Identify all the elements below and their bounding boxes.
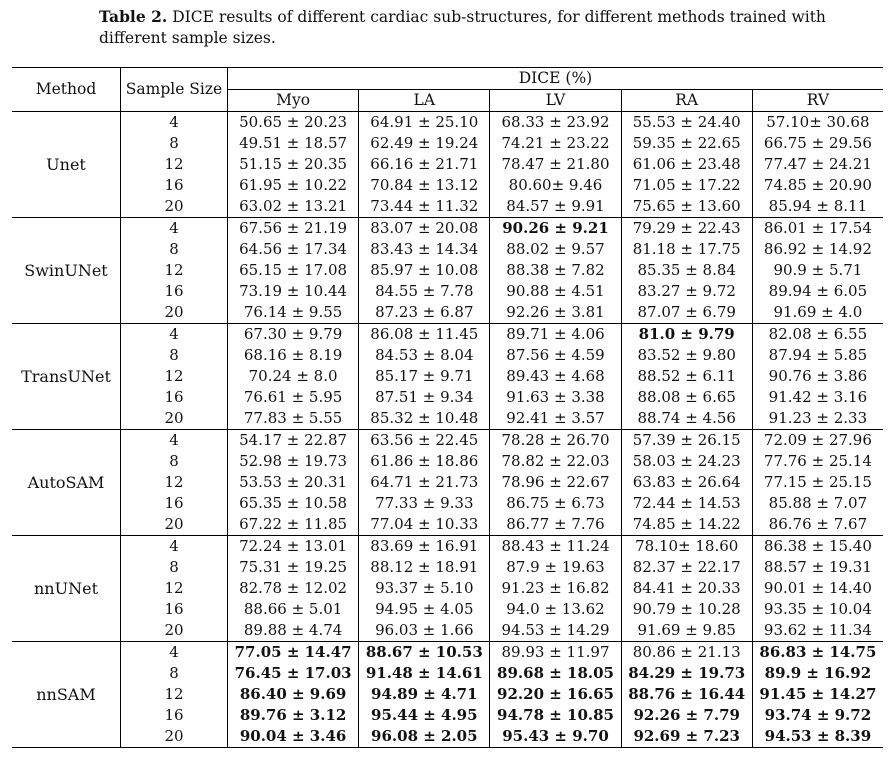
table-row [12, 493, 883, 514]
method-name: nnSAM [12, 642, 121, 748]
table-row [12, 112, 883, 134]
dice-cell-lv: 95.43 ± 9.70 [490, 726, 621, 748]
sample-size-cell: 20 [121, 302, 228, 324]
dice-cell-myo: 49.51 ± 18.57 [228, 133, 359, 154]
table-body [12, 112, 883, 748]
dice-cell-la: 85.17 ± 9.71 [359, 366, 490, 387]
dice-cell-rv: 93.74 ± 9.72 [752, 705, 883, 726]
dice-cell-myo: 52.98 ± 19.73 [228, 451, 359, 472]
dice-cell-rv: 94.53 ± 8.39 [752, 726, 883, 748]
dice-cell-lv: 94.0 ± 13.62 [490, 599, 621, 620]
method-name: Unet [46, 155, 86, 174]
dice-cell-ra: 92.69 ± 7.23 [621, 726, 752, 748]
dice-cell-rv: 87.94 ± 5.85 [752, 345, 883, 366]
dice-cell-lv: 87.9 ± 19.63 [490, 557, 621, 578]
dice-cell-ra: 81.18 ± 17.75 [621, 239, 752, 260]
sample-size-cell: 4 [121, 218, 228, 240]
dice-cell-rv: 86.76 ± 7.67 [752, 514, 883, 536]
dice-cell-la: 96.03 ± 1.66 [359, 620, 490, 642]
dice-cell-myo: 67.56 ± 21.19 [228, 218, 359, 240]
dice-results-table [12, 67, 883, 748]
caption-label: Table 2. [99, 7, 168, 26]
dice-cell-rv: 86.01 ± 17.54 [752, 218, 883, 240]
dice-cell-ra: 59.35 ± 22.65 [621, 133, 752, 154]
sample-size-cell: 4 [121, 324, 228, 346]
dice-cell-myo: 89.88 ± 4.74 [228, 620, 359, 642]
dice-cell-la: 61.86 ± 18.86 [359, 451, 490, 472]
dice-cell-la: 87.23 ± 6.87 [359, 302, 490, 324]
sample-size-cell: 20 [121, 726, 228, 748]
dice-cell-rv: 93.35 ± 10.04 [752, 599, 883, 620]
dice-cell-lv: 89.43 ± 4.68 [490, 366, 621, 387]
dice-cell-ra: 55.53 ± 24.40 [621, 112, 752, 134]
method-name: AutoSAM [12, 430, 121, 536]
dice-cell-rv: 91.45 ± 14.27 [752, 684, 883, 705]
table-row [12, 218, 883, 240]
dice-cell-myo: 73.19 ± 10.44 [228, 281, 359, 302]
dice-cell-lv: 90.88 ± 4.51 [490, 281, 621, 302]
table-row [12, 472, 883, 493]
dice-cell-ra: 81.0 ± 9.79 [621, 324, 752, 346]
dice-cell-la: 83.07 ± 20.08 [359, 218, 490, 240]
dice-cell-lv: 88.43 ± 11.24 [490, 536, 621, 558]
dice-cell-rv: 89.9 ± 16.92 [752, 663, 883, 684]
dice-cell-la: 94.89 ± 4.71 [359, 684, 490, 705]
table-row [12, 705, 883, 726]
dice-cell-la: 85.32 ± 10.48 [359, 408, 490, 430]
dice-cell-lv: 78.96 ± 22.67 [490, 472, 621, 493]
sample-size-cell: 12 [121, 260, 228, 281]
dice-cell-la: 83.43 ± 14.34 [359, 239, 490, 260]
dice-cell-rv: 85.94 ± 8.11 [752, 196, 883, 218]
dice-cell-myo: 50.65 ± 20.23 [228, 112, 359, 134]
dice-cell-ra: 85.35 ± 8.84 [621, 260, 752, 281]
sample-size-cell: 8 [121, 451, 228, 472]
dice-cell-rv: 72.09 ± 27.96 [752, 430, 883, 452]
dice-cell-ra: 74.85 ± 14.22 [621, 514, 752, 536]
method-name: TransUNet [12, 324, 121, 430]
sample-size-cell: 8 [121, 663, 228, 684]
dice-cell-ra: 88.52 ± 6.11 [621, 366, 752, 387]
sample-size-cell: 20 [121, 514, 228, 536]
dice-cell-la: 93.37 ± 5.10 [359, 578, 490, 599]
dice-cell-ra: 88.08 ± 6.65 [621, 387, 752, 408]
sample-size-cell: 4 [121, 642, 228, 664]
dice-cell-ra: 63.83 ± 26.64 [621, 472, 752, 493]
dice-cell-lv: 87.56 ± 4.59 [490, 345, 621, 366]
dice-cell-lv: 88.38 ± 7.82 [490, 260, 621, 281]
dice-cell-rv: 91.23 ± 2.33 [752, 408, 883, 430]
dice-cell-ra: 61.06 ± 23.48 [621, 154, 752, 175]
dice-cell-ra: 83.27 ± 9.72 [621, 281, 752, 302]
table-row [12, 557, 883, 578]
dice-cell-ra: 91.69 ± 9.85 [621, 620, 752, 642]
dice-cell-myo: 67.22 ± 11.85 [228, 514, 359, 536]
table-row [12, 430, 883, 452]
dice-cell-myo: 77.83 ± 5.55 [228, 408, 359, 430]
dice-cell-myo: 65.35 ± 10.58 [228, 493, 359, 514]
table-row [12, 133, 883, 154]
dice-cell-rv: 88.57 ± 19.31 [752, 557, 883, 578]
dice-cell-rv: 85.88 ± 7.07 [752, 493, 883, 514]
dice-cell-rv: 77.15 ± 25.15 [752, 472, 883, 493]
sample-size-header: Sample Size [121, 68, 228, 112]
dice-cell-myo: 75.31 ± 19.25 [228, 557, 359, 578]
table-row [12, 239, 883, 260]
dice-cell-rv: 66.75 ± 29.56 [752, 133, 883, 154]
table-row [12, 196, 883, 218]
dice-cell-lv: 78.28 ± 26.70 [490, 430, 621, 452]
table-row [12, 684, 883, 705]
dice-cell-la: 88.67 ± 10.53 [359, 642, 490, 664]
dice-cell-lv: 68.33 ± 23.92 [490, 112, 621, 134]
dice-cell-lv: 78.82 ± 22.03 [490, 451, 621, 472]
table-row [12, 302, 883, 324]
table-row [12, 408, 883, 430]
dice-cell-rv: 82.08 ± 6.55 [752, 324, 883, 346]
dice-cell-ra: 71.05 ± 17.22 [621, 175, 752, 196]
dice-cell-lv: 94.78 ± 10.85 [490, 705, 621, 726]
sample-size-cell: 16 [121, 705, 228, 726]
dice-cell-ra: 80.86 ± 21.13 [621, 642, 752, 664]
sample-size-cell: 12 [121, 578, 228, 599]
sample-size-cell: 12 [121, 684, 228, 705]
dice-cell-myo: 51.15 ± 20.35 [228, 154, 359, 175]
dice-cell-lv: 91.63 ± 3.38 [490, 387, 621, 408]
dice-cell-myo: 67.30 ± 9.79 [228, 324, 359, 346]
dice-cell-la: 66.16 ± 21.71 [359, 154, 490, 175]
table-row [12, 345, 883, 366]
sample-size-cell: 20 [121, 408, 228, 430]
table-row [12, 578, 883, 599]
table-caption [99, 6, 859, 49]
table-header [12, 68, 883, 112]
dice-cell-la: 84.53 ± 8.04 [359, 345, 490, 366]
dice-cell-myo: 63.02 ± 13.21 [228, 196, 359, 218]
sample-size-cell: 12 [121, 472, 228, 493]
sample-size-cell: 12 [121, 366, 228, 387]
dice-cell-myo: 88.66 ± 5.01 [228, 599, 359, 620]
structure-header-lv: LV [490, 90, 621, 112]
sample-size-cell: 8 [121, 557, 228, 578]
table-row [12, 663, 883, 684]
dice-cell-la: 64.71 ± 21.73 [359, 472, 490, 493]
sample-size-cell: 4 [121, 112, 228, 134]
dice-cell-ra: 58.03 ± 24.23 [621, 451, 752, 472]
dice-cell-ra: 87.07 ± 6.79 [621, 302, 752, 324]
dice-cell-la: 87.51 ± 9.34 [359, 387, 490, 408]
sample-size-cell: 12 [121, 154, 228, 175]
dice-cell-rv: 57.10± 30.68 [752, 112, 883, 134]
table-row [12, 599, 883, 620]
dice-cell-lv: 80.60± 9.46 [490, 175, 621, 196]
dice-cell-la: 62.49 ± 19.24 [359, 133, 490, 154]
dice-cell-myo: 53.53 ± 20.31 [228, 472, 359, 493]
dice-cell-myo: 65.15 ± 17.08 [228, 260, 359, 281]
table-row [12, 324, 883, 346]
dice-cell-rv: 77.76 ± 25.14 [752, 451, 883, 472]
dice-cell-la: 70.84 ± 13.12 [359, 175, 490, 196]
sample-size-cell: 4 [121, 430, 228, 452]
dice-cell-la: 64.91 ± 25.10 [359, 112, 490, 134]
dice-cell-ra: 88.74 ± 4.56 [621, 408, 752, 430]
dice-cell-rv: 90.9 ± 5.71 [752, 260, 883, 281]
dice-cell-lv: 92.41 ± 3.57 [490, 408, 621, 430]
dice-cell-lv: 92.20 ± 16.65 [490, 684, 621, 705]
dice-cell-myo: 54.17 ± 22.87 [228, 430, 359, 452]
table-row [12, 281, 883, 302]
dice-cell-ra: 83.52 ± 9.80 [621, 345, 752, 366]
caption-text: DICE results of different cardiac sub-structures, for different methods trained with different sample sizes. [99, 8, 826, 47]
dice-cell-lv: 84.57 ± 9.91 [490, 196, 621, 218]
dice-cell-la: 77.33 ± 9.33 [359, 493, 490, 514]
sample-size-cell: 20 [121, 620, 228, 642]
dice-cell-la: 77.04 ± 10.33 [359, 514, 490, 536]
dice-cell-rv: 86.83 ± 14.75 [752, 642, 883, 664]
dice-cell-myo: 86.40 ± 9.69 [228, 684, 359, 705]
table-row [12, 642, 883, 664]
dice-cell-ra: 78.10± 18.60 [621, 536, 752, 558]
structure-header-ra: RA [621, 90, 752, 112]
dice-cell-myo: 76.45 ± 17.03 [228, 663, 359, 684]
dice-cell-ra: 84.29 ± 19.73 [621, 663, 752, 684]
dice-cell-lv: 94.53 ± 14.29 [490, 620, 621, 642]
structure-header-rv: RV [752, 90, 883, 112]
dice-cell-myo: 89.76 ± 3.12 [228, 705, 359, 726]
dice-cell-myo: 72.24 ± 13.01 [228, 536, 359, 558]
dice-cell-la: 95.44 ± 4.95 [359, 705, 490, 726]
table-row [12, 366, 883, 387]
dice-cell-rv: 89.94 ± 6.05 [752, 281, 883, 302]
dice-cell-myo: 77.05 ± 14.47 [228, 642, 359, 664]
dice-cell-la: 84.55 ± 7.78 [359, 281, 490, 302]
table-row [12, 387, 883, 408]
sample-size-cell: 16 [121, 281, 228, 302]
dice-cell-rv: 86.92 ± 14.92 [752, 239, 883, 260]
dice-cell-ra: 79.29 ± 22.43 [621, 218, 752, 240]
dice-cell-la: 73.44 ± 11.32 [359, 196, 490, 218]
method-header: Method [12, 68, 121, 112]
sample-size-cell: 20 [121, 196, 228, 218]
table-row [12, 175, 883, 196]
dice-cell-lv: 74.21 ± 23.22 [490, 133, 621, 154]
dice-cell-rv: 90.01 ± 14.40 [752, 578, 883, 599]
dice-cell-myo: 70.24 ± 8.0 [228, 366, 359, 387]
dice-cell-la: 91.48 ± 14.61 [359, 663, 490, 684]
structure-header-la: LA [359, 90, 490, 112]
dice-cell-ra: 90.79 ± 10.28 [621, 599, 752, 620]
dice-cell-lv: 92.26 ± 3.81 [490, 302, 621, 324]
method-name: SwinUNet [12, 218, 121, 324]
dice-cell-rv: 74.85 ± 20.90 [752, 175, 883, 196]
dice-cell-lv: 89.68 ± 18.05 [490, 663, 621, 684]
dice-cell-lv: 78.47 ± 21.80 [490, 154, 621, 175]
sample-size-cell: 16 [121, 493, 228, 514]
dice-cell-la: 94.95 ± 4.05 [359, 599, 490, 620]
sample-size-cell: 16 [121, 387, 228, 408]
sample-size-cell: 16 [121, 175, 228, 196]
sample-size-cell: 4 [121, 536, 228, 558]
sample-size-cell: 8 [121, 239, 228, 260]
dice-cell-la: 83.69 ± 16.91 [359, 536, 490, 558]
dice-cell-ra: 72.44 ± 14.53 [621, 493, 752, 514]
dice-cell-myo: 76.14 ± 9.55 [228, 302, 359, 324]
dice-cell-lv: 86.77 ± 7.76 [490, 514, 621, 536]
sample-size-cell: 8 [121, 133, 228, 154]
dice-cell-lv: 88.02 ± 9.57 [490, 239, 621, 260]
method-name: nnUNet [12, 536, 121, 642]
dice-cell-rv: 93.62 ± 11.34 [752, 620, 883, 642]
sample-size-cell: 16 [121, 599, 228, 620]
dice-cell-lv: 90.26 ± 9.21 [490, 218, 621, 240]
dice-cell-myo: 76.61 ± 5.95 [228, 387, 359, 408]
dice-cell-rv: 86.38 ± 15.40 [752, 536, 883, 558]
dice-cell-rv: 91.42 ± 3.16 [752, 387, 883, 408]
dice-cell-rv: 77.47 ± 24.21 [752, 154, 883, 175]
dice-cell-la: 63.56 ± 22.45 [359, 430, 490, 452]
sample-size-cell: 8 [121, 345, 228, 366]
dice-cell-ra: 57.39 ± 26.15 [621, 430, 752, 452]
dice-cell-lv: 91.23 ± 16.82 [490, 578, 621, 599]
dice-metric-header: DICE (%) [228, 68, 884, 90]
dice-cell-lv: 86.75 ± 6.73 [490, 493, 621, 514]
dice-cell-la: 85.97 ± 10.08 [359, 260, 490, 281]
dice-cell-ra: 75.65 ± 13.60 [621, 196, 752, 218]
dice-cell-rv: 90.76 ± 3.86 [752, 366, 883, 387]
dice-cell-la: 88.12 ± 18.91 [359, 557, 490, 578]
table-row [12, 620, 883, 642]
table-row [12, 451, 883, 472]
dice-cell-ra: 82.37 ± 22.17 [621, 557, 752, 578]
dice-cell-myo: 68.16 ± 8.19 [228, 345, 359, 366]
dice-cell-la: 96.08 ± 2.05 [359, 726, 490, 748]
table-row [12, 260, 883, 281]
dice-cell-lv: 89.93 ± 11.97 [490, 642, 621, 664]
dice-cell-myo: 64.56 ± 17.34 [228, 239, 359, 260]
dice-cell-la: 86.08 ± 11.45 [359, 324, 490, 346]
table-row [12, 726, 883, 748]
dice-cell-myo: 82.78 ± 12.02 [228, 578, 359, 599]
dice-cell-myo: 90.04 ± 3.46 [228, 726, 359, 748]
dice-cell-ra: 88.76 ± 16.44 [621, 684, 752, 705]
dice-cell-myo: 61.95 ± 10.22 [228, 175, 359, 196]
table-row [12, 154, 883, 175]
table-row [12, 514, 883, 536]
structure-header-myo: Myo [228, 90, 359, 112]
dice-cell-lv: 89.71 ± 4.06 [490, 324, 621, 346]
table-row [12, 536, 883, 558]
dice-cell-ra: 84.41 ± 20.33 [621, 578, 752, 599]
dice-cell-rv: 91.69 ± 4.0 [752, 302, 883, 324]
dice-cell-ra: 92.26 ± 7.79 [621, 705, 752, 726]
